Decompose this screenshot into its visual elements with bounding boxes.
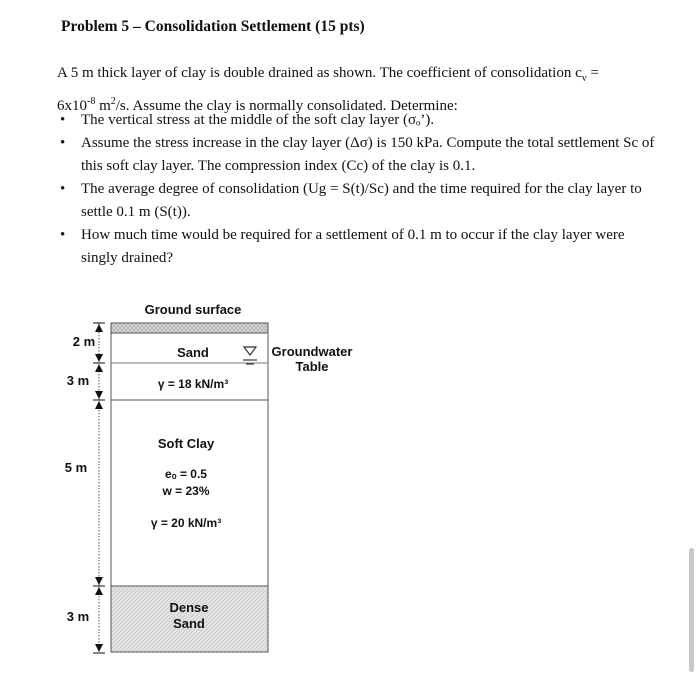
bullet-icon: • [60,227,66,243]
scrollbar-thumb[interactable] [689,548,694,672]
intro-text-3: 6x10 [57,98,87,114]
question-text: Assume the stress increase in the clay layer (Δσ) is 150 kPa. Compute the total settlement Sc of this soft clay layer. The compression index (Cc) of the clay is 0.1. [81,135,655,174]
question-text: How much time would be required for a settlement of 0.1 m to occur if the clay layer were singly drained? [81,227,625,266]
groundwater-label-1: Groundwater [271,344,353,359]
dimension-lines [93,323,105,653]
dimension-sand-above-gwt: 2 m [72,334,96,349]
bullet-icon: • [60,112,66,128]
intro-m-exp: 2 [110,96,116,107]
problem-title: Problem 5 – Consolidation Settlement (15 pts) [61,18,365,35]
clay-void-ratio: eₒ = 0.5 [165,467,207,481]
clay-unit-weight: γ = 20 kN/m³ [150,516,222,530]
sand-unit-weight: γ = 18 kN/m³ [157,377,229,391]
dimension-sand-below-gwt: 3 m [66,373,90,388]
intro-text-1: A 5 m thick layer of clay is double drained as shown. The coefficient of consolidation c [57,65,582,81]
question-text: The vertical stress at the middle of the soft clay layer (σₒ’). [81,112,435,128]
intro-exp: -8 [87,96,96,107]
intro-cv-sub: v [581,73,587,84]
clay-water-content: w = 23% [162,484,210,498]
intro-text-4: m [95,98,111,114]
soft-clay-label: Soft Clay [157,436,215,451]
sand-label: Sand [177,345,209,360]
ground-surface-strip [111,323,268,333]
intro-text-5: /s. Assume the clay is normally consolidated. Determine: [115,98,458,114]
ground-surface-label: Ground surface [144,302,242,317]
groundwater-label-2: Table [295,359,329,374]
dimension-dense-sand: 3 m [66,609,90,624]
bullet-icon: • [60,135,66,151]
dimension-soft-clay: 5 m [64,460,88,475]
dense-sand-label-2: Sand [173,616,205,631]
bullet-icon: • [60,181,66,197]
dense-sand-label-1: Dense [169,600,209,615]
question-text: The average degree of consolidation (Ug = S(t)/Sc) and the time required for the clay layer to settle 0.1 m (S(t)). [81,181,642,220]
intro-text-2: = [586,65,599,81]
